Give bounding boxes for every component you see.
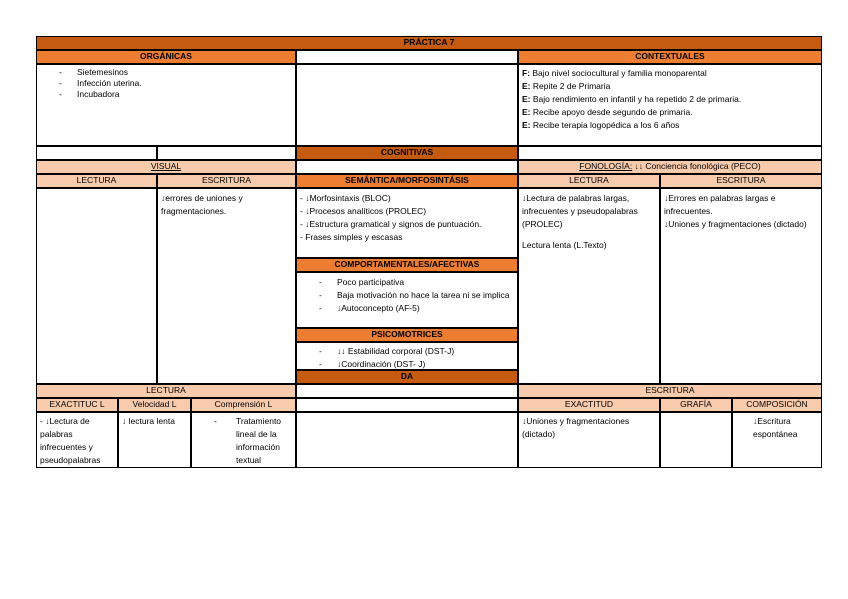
organicas-list — [36, 64, 296, 146]
contextual-item: E: Recibe apoyo desde segundo de primaria. — [522, 107, 693, 117]
empty-cell — [296, 160, 518, 174]
empty-cell — [296, 64, 518, 146]
da-grafia-cell — [660, 412, 732, 468]
psicomotrices-header: PSICOMOTRICES — [296, 328, 518, 342]
contextuales-list — [518, 64, 822, 146]
comportamental-item: - ↓Autoconcepto (AF-5) — [297, 302, 517, 315]
contextuales-header: CONTEXTUALES — [518, 50, 822, 64]
psicomotriz-item: - ↓↓ Estabilidad corporal (DST-J) — [297, 345, 517, 358]
da-lectura-header: LECTURA — [36, 384, 296, 398]
da-escritura-col: COMPOSICIÓN — [732, 398, 822, 412]
semantica-cell — [296, 188, 518, 258]
comportamental-item: - Poco participativa — [297, 276, 517, 289]
da-composicion-cell: ↓Escritura espontánea — [732, 412, 822, 468]
da-exactitud-escritura-cell: ↓Uniones y fragmentaciones (dictado) — [518, 412, 660, 468]
contextual-item: F: Bajo nivel sociocultural y familia monoparental — [522, 68, 707, 78]
fonologia-escritura-item: ↓Uniones y fragmentaciones (dictado) — [664, 219, 807, 229]
semantica-header: SEMÁNTICA/MORFOSINTÁSIS — [296, 174, 518, 188]
organicas-header: ORGÁNICAS — [36, 50, 296, 64]
semantica-item: - ↓Estructura gramatical y signos de puntuación. — [300, 219, 482, 229]
visual-lectura-cell — [36, 188, 157, 384]
organicas-item: - Infección uterina. — [37, 78, 295, 89]
visual-header: VISUAL — [36, 160, 296, 174]
contextual-item: E: Recibe terapia logopédica a los 6 años — [522, 120, 680, 130]
organicas-item: - Incubadora — [37, 89, 295, 100]
fonologia-lectura-item: ↓Lectura de palabras largas, infrecuentes y pseudopalabras (PROLEC) — [522, 193, 638, 229]
empty-cell — [296, 50, 518, 64]
da-escritura-col: GRAFÍA — [660, 398, 732, 412]
empty-cell — [157, 146, 296, 160]
comportamentales-cell — [296, 272, 518, 328]
comportamental-item: - Baja motivación no hace la tarea ni se implica — [297, 289, 517, 302]
fonologia-escritura-cell — [660, 188, 822, 384]
psicomotrices-cell — [296, 342, 518, 370]
da-velocidad-cell: ↓ lectura lenta — [118, 412, 191, 468]
fonologia-lectura-item: Lectura lenta (L.Texto) — [522, 240, 607, 250]
semantica-item: - ↓Morfosintaxis (BLOC) — [300, 193, 391, 203]
comprension-item: - Tratamiento lineal de la información textual — [192, 415, 295, 467]
fonologia-header: FONOLOGÍA: ↓↓ Conciencia fonológica (PECO) — [518, 160, 822, 174]
da-lectura-col: Velocidad L — [118, 398, 191, 412]
fonologia-escritura-header: ESCRITURA — [660, 174, 822, 188]
cognitivas-header: COGNITIVAS — [296, 146, 518, 160]
fonologia-lectura-cell — [518, 188, 660, 384]
da-escritura-col: EXACTITUD — [518, 398, 660, 412]
page-title: PRÁCTICA 7 — [36, 36, 822, 50]
contextual-item: E: Repite 2 de Primaria — [522, 81, 611, 91]
contextual-item: E: Bajo rendimiento en infantil y ha repetido 2 de primaria. — [522, 94, 742, 104]
da-header: DA — [296, 370, 518, 384]
empty-cell — [518, 146, 822, 160]
da-comprension-cell — [191, 412, 296, 468]
empty-cell — [296, 412, 518, 468]
empty-cell — [36, 146, 157, 160]
da-lectura-col: Comprensión L — [191, 398, 296, 412]
empty-cell — [296, 384, 518, 398]
visual-escritura-cell: ↓errores de uniones y fragmentaciones. — [157, 188, 296, 384]
visual-escritura-header: ESCRITURA — [157, 174, 296, 188]
da-escritura-header: ESCRITURA — [518, 384, 822, 398]
empty-cell — [296, 398, 518, 412]
semantica-item: - ↓Procesos analíticos (PROLEC) — [300, 206, 427, 216]
comportamentales-header: COMPORTAMENTALES/AFECTIVAS — [296, 258, 518, 272]
fonologia-lectura-header: LECTURA — [518, 174, 660, 188]
da-lectura-col: EXACTITUC L — [36, 398, 118, 412]
semantica-item: - Frases simples y escasas — [300, 232, 403, 242]
da-exactitud-lectura-cell: - ↓Lectura de palabras infrecuentes y pseudopalabras — [36, 412, 118, 468]
organicas-item: - Sietemesinos — [37, 67, 295, 78]
psicomotriz-item: - ↓Coordinación (DST- J) — [297, 358, 517, 370]
visual-lectura-header: LECTURA — [36, 174, 157, 188]
fonologia-escritura-item: ↓Errores en palabras largas e infrecuentes. — [664, 193, 776, 216]
